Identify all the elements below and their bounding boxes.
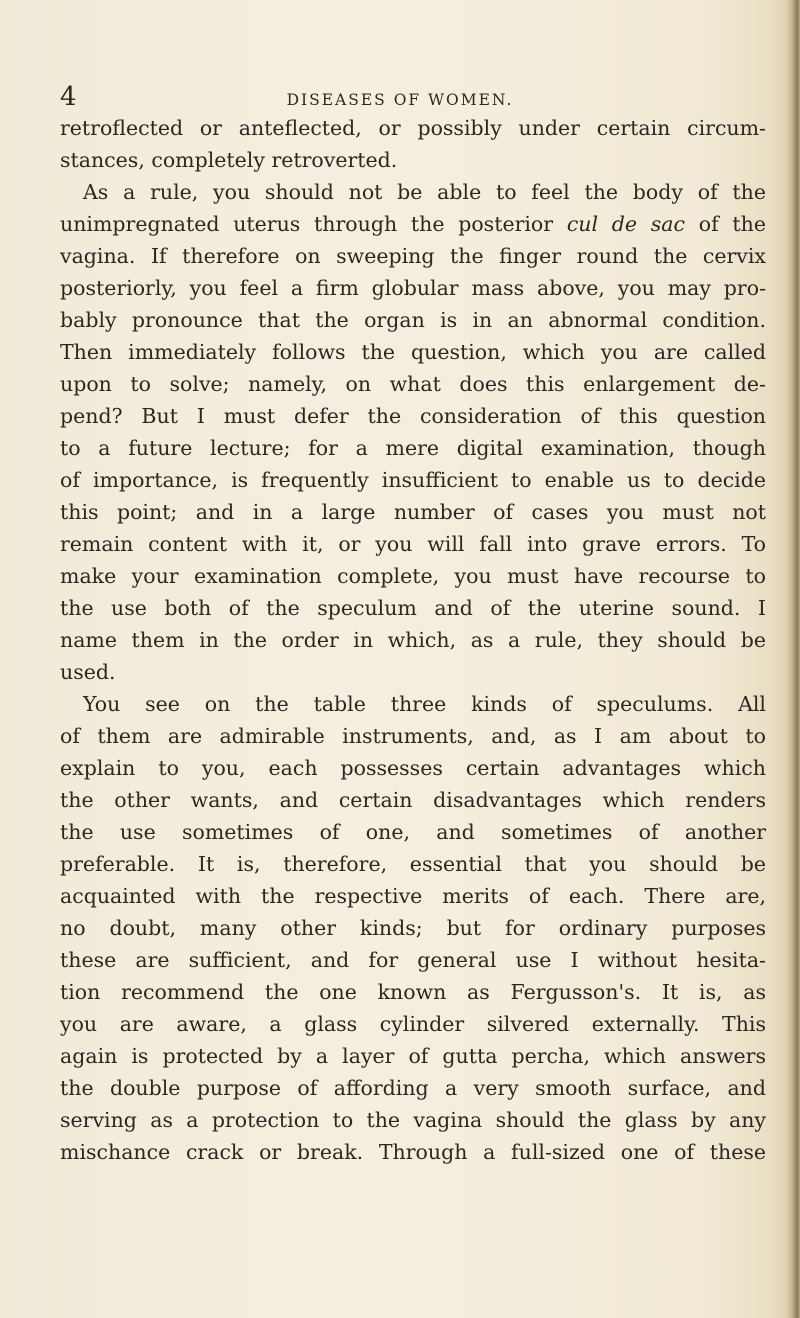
italic-term: cul de sac: [566, 212, 686, 236]
text-line: pend? But I must defer the consideration of this question: [60, 404, 766, 428]
text-line: upon to solve; namely, on what does this enlargement de-: [60, 372, 766, 396]
text-line: again is protected by a layer of gutta percha, which answers: [60, 1044, 766, 1068]
text-line: As a rule, you should not be able to feel the body of the: [83, 180, 766, 204]
text-line: remain content with it, or you will fall into grave errors. To: [60, 532, 766, 556]
text-line: to a future lecture; for a mere digital examination, though: [60, 436, 766, 460]
running-head: DISEASES OF WOMEN.: [286, 91, 514, 109]
text-line: unimpregnated uterus through the posterior cul de sac of the: [60, 212, 766, 236]
text-line: stances, completely retroverted.: [60, 148, 398, 172]
text-line: no doubt, many other kinds; but for ordinary purposes: [60, 916, 766, 940]
text-line: posteriorly, you feel a firm globular mass above, you may pro-: [60, 276, 766, 300]
text-line: acquainted with the respective merits of each. There are,: [60, 884, 766, 908]
text-line: serving as a protection to the vagina should the glass by any: [60, 1108, 766, 1132]
text-line: the use sometimes of one, and sometimes of another: [60, 820, 766, 844]
text-line: You see on the table three kinds of speculums. All: [83, 692, 766, 716]
text-line: make your examination complete, you must have recourse to: [60, 564, 766, 588]
text-line: Then immediately follows the question, which you are called: [60, 340, 766, 364]
text-line: the use both of the speculum and of the uterine sound. I: [60, 596, 766, 620]
text-line: of importance, is frequently insufficient to enable us to decide: [60, 468, 766, 492]
text-line: mischance crack or break. Through a full-sized one of these: [60, 1140, 766, 1164]
text-line: tion recommend the one known as Fergusson's. It is, as: [60, 980, 766, 1004]
text-line: preferable. It is, therefore, essential that you should be: [60, 852, 766, 876]
text-line: the other wants, and certain disadvantages which renders: [60, 788, 766, 812]
text-line: vagina. If therefore on sweeping the finger round the cervix: [60, 244, 766, 268]
text-line: this point; and in a large number of cases you must not: [60, 500, 766, 524]
text-line: retroflected or anteflected, or possibly under certain circum-: [60, 116, 766, 140]
text-line: name them in the order in which, as a rule, they should be: [60, 628, 766, 652]
text-line: used.: [60, 660, 116, 684]
text-line: of them are admirable instruments, and, as I am about to: [60, 724, 766, 748]
text-line: the double purpose of affording a very smooth surface, and: [60, 1076, 766, 1100]
text-line: these are sufficient, and for general use I without hesita-: [60, 948, 766, 972]
text-line: bably pronounce that the organ is in an abnormal condition.: [60, 308, 766, 332]
body-text: [60, 112, 766, 1168]
page-header: [0, 84, 800, 114]
page-edge-shadow: [786, 0, 800, 1318]
page-number: 4: [60, 82, 77, 112]
text-line: explain to you, each possesses certain advantages which: [60, 756, 766, 780]
text-line: you are aware, a glass cylinder silvered externally. This: [60, 1012, 766, 1036]
